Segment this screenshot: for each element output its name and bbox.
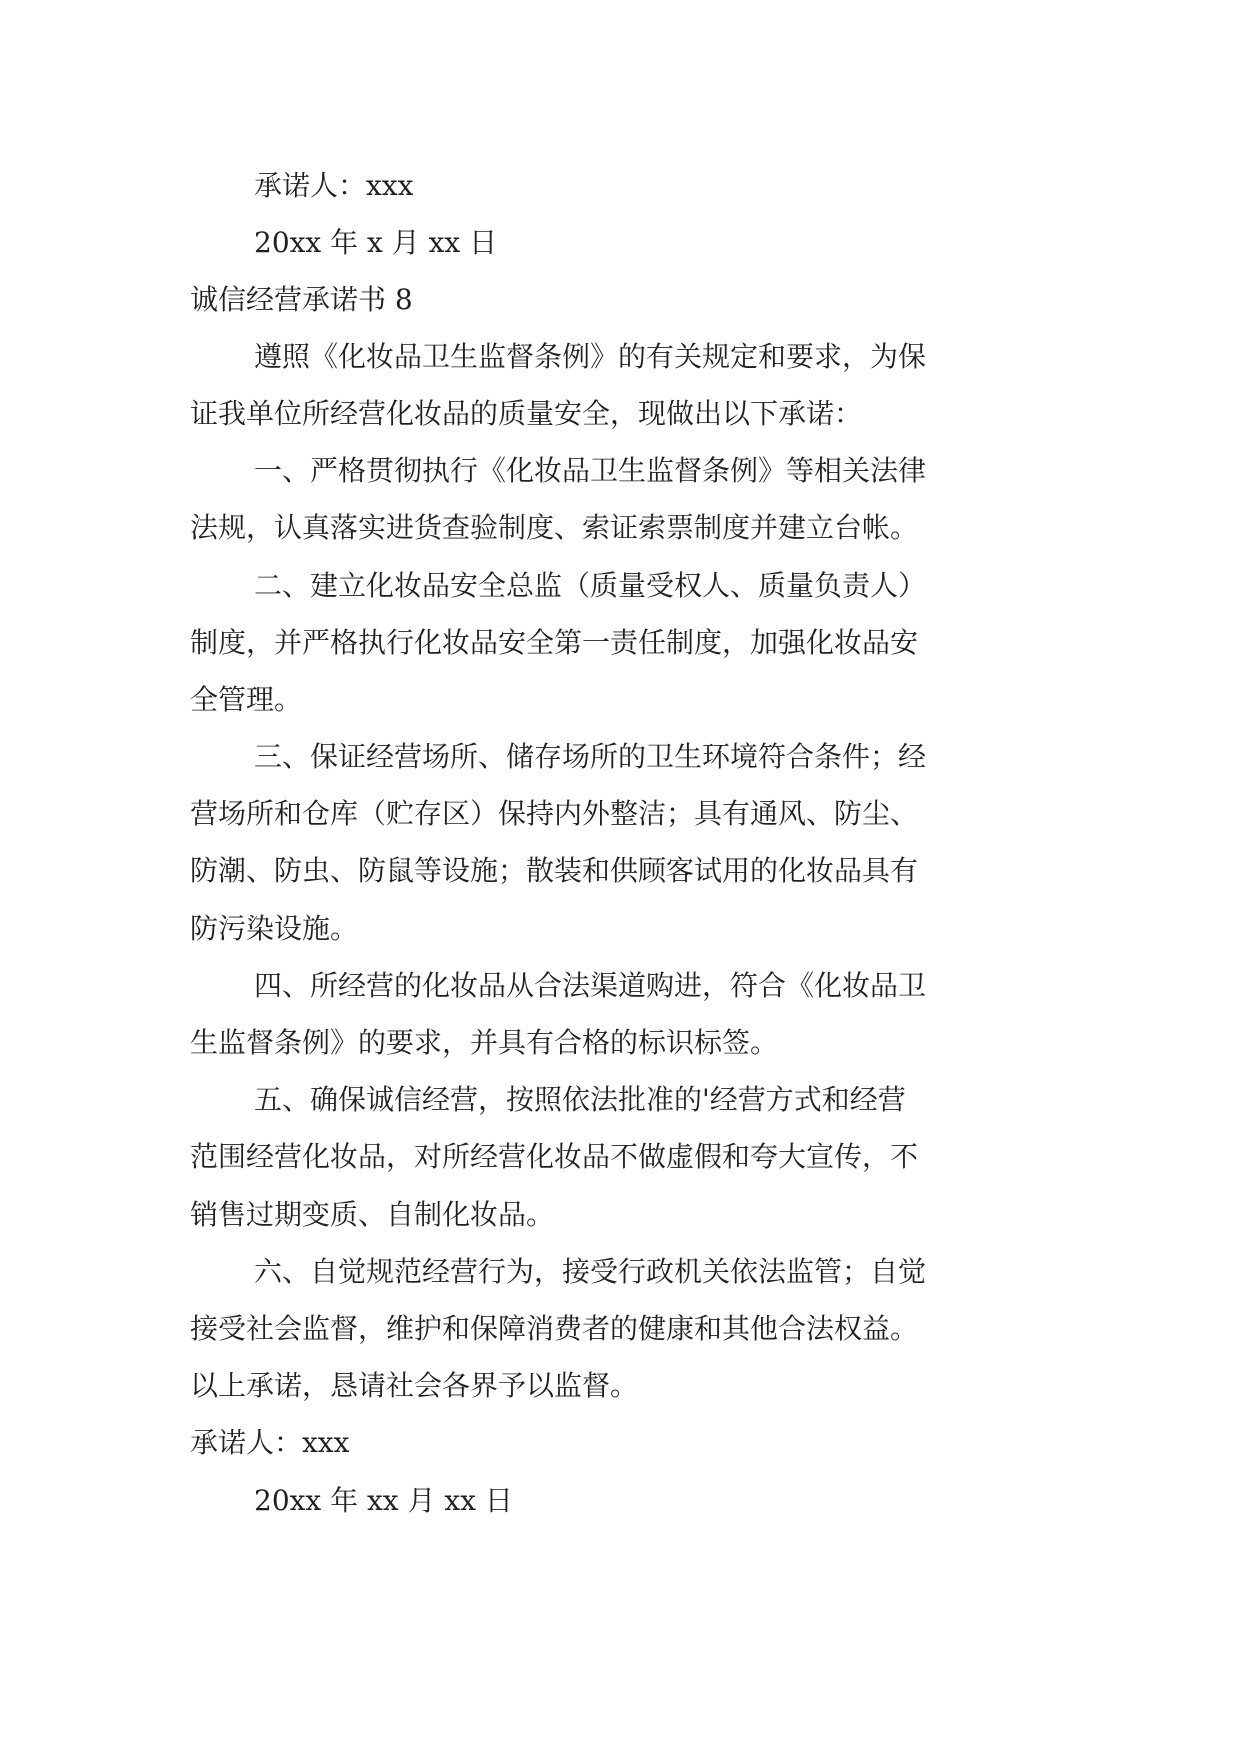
signatory-line: 承诺人：xxx (254, 169, 414, 202)
body-line: 范围经营化妆品，对所经营化妆品不做虚假和夸大宣传，不 (190, 1140, 919, 1173)
body-line: 营场所和仓库（贮存区）保持内外整洁；具有通风、防尘、 (190, 797, 919, 830)
body-line: 六、自觉规范经营行为，接受行政机关依法监管；自觉 (254, 1255, 927, 1288)
body-line: 制度，并严格执行化妆品安全第一责任制度，加强化妆品安 (190, 626, 919, 659)
body-line: 接受社会监督，维护和保障消费者的健康和其他合法权益。 (190, 1312, 919, 1345)
body-line: 生监督条例》的要求，并具有合格的标识标签。 (190, 1026, 779, 1059)
body-line: 全管理。 (190, 683, 303, 716)
date-line: 20xx 年 xx 月 xx 日 (254, 1484, 513, 1517)
body-line: 销售过期变质、自制化妆品。 (190, 1198, 555, 1231)
body-line: 三、保证经营场所、储存场所的卫生环境符合条件；经 (254, 740, 927, 773)
signatory-line: 承诺人：xxx (190, 1426, 350, 1459)
body-line: 防潮、防虫、防鼠等设施；散装和供顾客试用的化妆品具有 (190, 854, 919, 887)
body-line: 一、严格贯彻执行《化妆品卫生监督条例》等相关法律 (254, 454, 927, 487)
body-line: 证我单位所经营化妆品的质量安全，现做出以下承诺： (190, 397, 863, 430)
date-line: 20xx 年 x 月 xx 日 (254, 226, 498, 259)
body-line: 五、确保诚信经营，按照依法批准的'经营方式和经营 (254, 1083, 906, 1116)
body-line: 防污染设施。 (190, 912, 359, 945)
body-line: 四、所经营的化妆品从合法渠道购进，符合《化妆品卫 (254, 969, 927, 1002)
body-line: 遵照《化妆品卫生监督条例》的有关规定和要求，为保 (254, 340, 927, 373)
body-line: 法规，认真落实进货查验制度、索证索票制度并建立台帐。 (190, 511, 919, 544)
body-line: 以上承诺，恳请社会各界予以监督。 (190, 1369, 639, 1402)
section-title: 诚信经营承诺书 8 (190, 283, 413, 316)
body-line: 二、建立化妆品安全总监（质量受权人、质量负责人） (254, 569, 927, 602)
